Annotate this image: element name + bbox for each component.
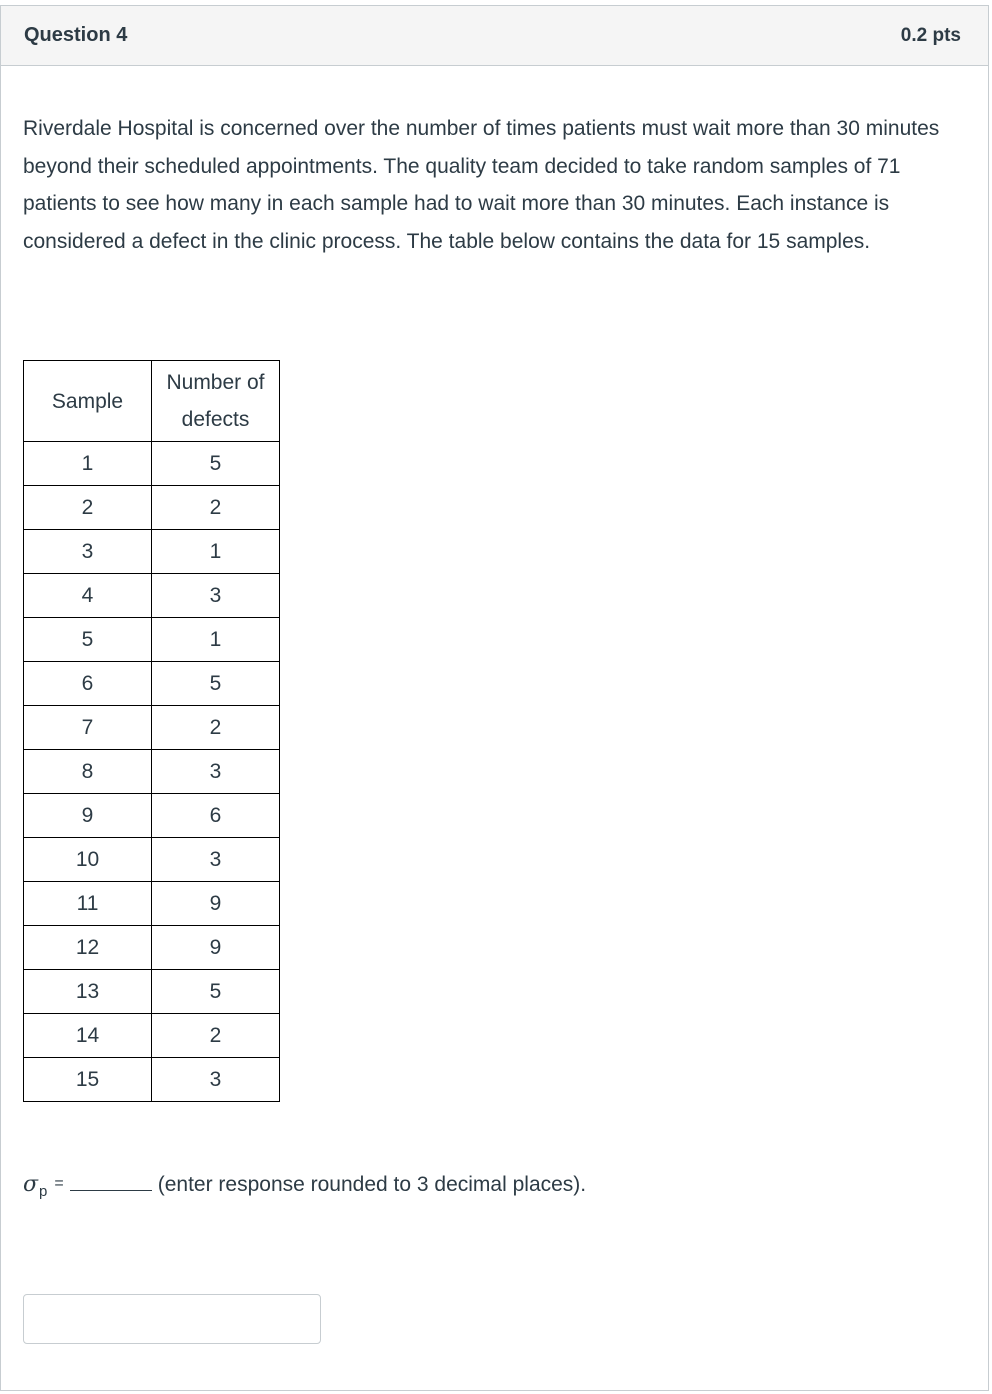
defects-cell: 5 (152, 662, 280, 706)
table-row (24, 486, 280, 530)
question-points: 0.2 pts (900, 24, 961, 46)
table-row (24, 1058, 280, 1102)
defects-table (23, 360, 280, 1102)
sample-cell: 3 (24, 530, 152, 574)
defects-cell: 2 (152, 706, 280, 750)
table-row (24, 574, 280, 618)
sample-cell: 12 (24, 926, 152, 970)
question-title: Question 4 (24, 24, 128, 46)
sample-cell: 6 (24, 662, 152, 706)
sample-cell: 13 (24, 970, 152, 1014)
question-header (1, 6, 988, 66)
sample-cell: 14 (24, 1014, 152, 1058)
sample-cell: 4 (24, 574, 152, 618)
defects-cell: 3 (152, 1058, 280, 1102)
sample-cell: 9 (24, 794, 152, 838)
table-row (24, 926, 280, 970)
answer-input[interactable] (23, 1294, 321, 1344)
table-row (24, 662, 280, 706)
sample-cell: 5 (24, 618, 152, 662)
equals-sign: = (54, 1175, 64, 1192)
table-row (24, 750, 280, 794)
answer-blank-line (70, 1189, 152, 1191)
defects-cell: 3 (152, 750, 280, 794)
question-text: Riverdale Hospital is concerned over the number of times patients must wait more than 30 minutes beyond their scheduled appointments. The quality team decided to take random samples of 71 patients to see how many in each sample had to wait more than 30 minutes. Each instance is considered a defect in the clinic process. The table below contains the data for 15 samples. (23, 117, 940, 253)
sample-cell: 1 (24, 442, 152, 486)
table-row (24, 838, 280, 882)
sigma-subscript: p (39, 1183, 48, 1200)
table-body (24, 442, 280, 1102)
column-header-sample: Sample (24, 361, 152, 442)
defects-cell: 2 (152, 1014, 280, 1058)
table-row (24, 706, 280, 750)
defects-cell: 6 (152, 794, 280, 838)
defects-cell: 3 (152, 574, 280, 618)
column-header-defects: Number of defects (152, 361, 280, 442)
table-header-row (24, 361, 280, 442)
table-row (24, 1014, 280, 1058)
table-row (24, 794, 280, 838)
sample-cell: 7 (24, 706, 152, 750)
defects-cell: 3 (152, 838, 280, 882)
defects-cell: 1 (152, 618, 280, 662)
sigma-symbol: σ (23, 1172, 39, 1197)
defects-cell: 9 (152, 882, 280, 926)
defects-cell: 1 (152, 530, 280, 574)
table-row (24, 530, 280, 574)
defects-cell: 5 (152, 970, 280, 1014)
table-row (24, 882, 280, 926)
question-body (23, 110, 968, 260)
table-row (24, 970, 280, 1014)
table-row (24, 618, 280, 662)
sample-cell: 8 (24, 750, 152, 794)
defects-cell: 5 (152, 442, 280, 486)
defects-cell: 9 (152, 926, 280, 970)
answer-prompt (23, 1172, 587, 1200)
defects-cell: 2 (152, 486, 280, 530)
sample-cell: 2 (24, 486, 152, 530)
sample-cell: 10 (24, 838, 152, 882)
answer-instruction: (enter response rounded to 3 decimal places). (157, 1173, 587, 1196)
sample-cell: 15 (24, 1058, 152, 1102)
table-row (24, 442, 280, 486)
sample-cell: 11 (24, 882, 152, 926)
